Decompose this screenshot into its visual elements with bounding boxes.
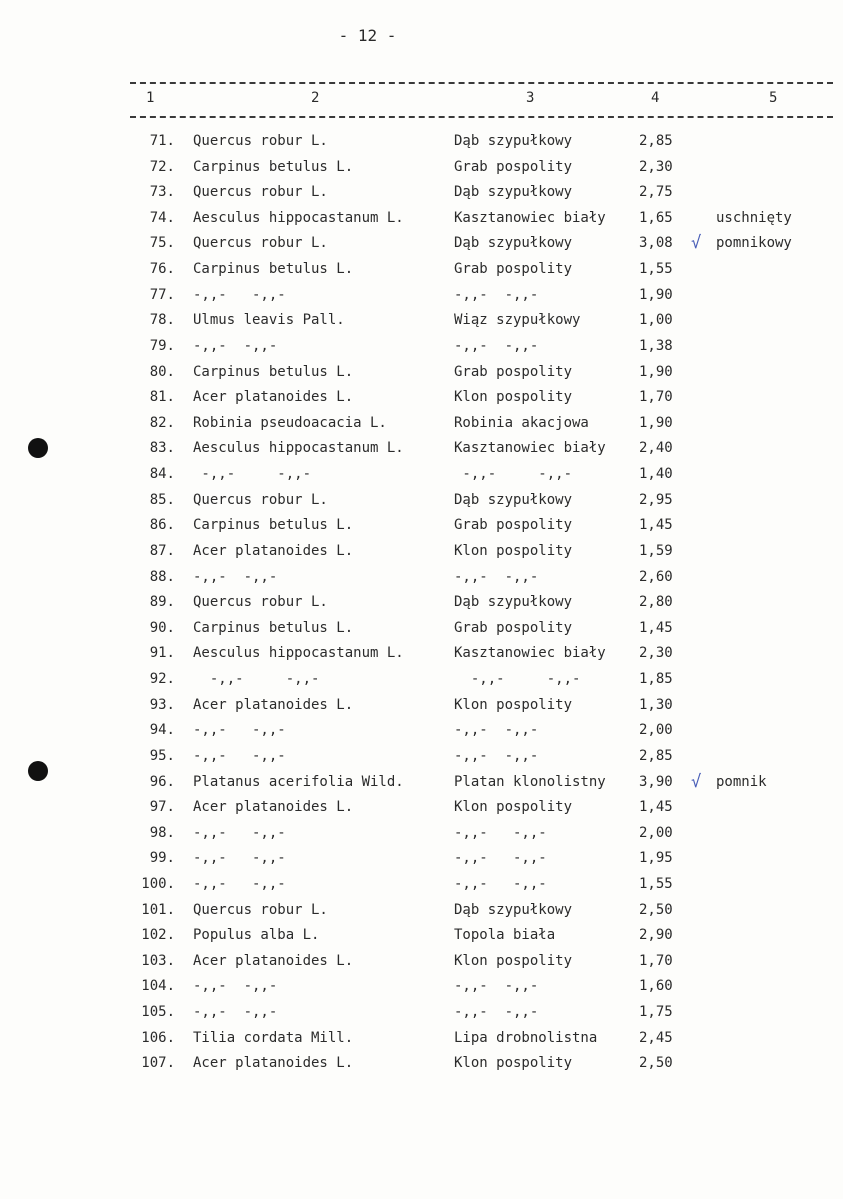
latin-name: -,,- -,,-: [193, 338, 278, 354]
header-top-rule: [130, 82, 833, 84]
measurement-value: 1,70: [639, 953, 673, 969]
table-row: [0, 389, 843, 413]
polish-name: Lipa drobnolistna: [454, 1030, 598, 1046]
row-number: 99.: [149, 850, 175, 866]
measurement-value: 2,80: [639, 594, 673, 610]
polish-name: Kasztanowiec biały: [454, 440, 606, 456]
row-number: 76.: [149, 261, 175, 277]
checkmark-icon: √: [691, 233, 702, 253]
punch-hole: [28, 761, 48, 781]
row-number: 80.: [149, 364, 175, 380]
polish-name: Klon pospolity: [454, 799, 573, 815]
table-row: [0, 440, 843, 464]
measurement-value: 2,00: [639, 722, 673, 738]
row-number: 105.: [141, 1004, 175, 1020]
table-row: [0, 927, 843, 951]
column-header-2: 2: [311, 90, 320, 106]
polish-name: Platan klonolistny: [454, 774, 606, 790]
row-number: 91.: [149, 645, 175, 661]
column-header-1: 1: [146, 90, 155, 106]
measurement-value: 1,00: [639, 312, 673, 328]
latin-name: Acer platanoides L.: [193, 697, 354, 713]
polish-name: Klon pospolity: [454, 543, 573, 559]
latin-name: Quercus robur L.: [193, 184, 328, 200]
table-row: [0, 799, 843, 823]
table-row: [0, 671, 843, 695]
row-number: 103.: [141, 953, 175, 969]
table-row: [0, 287, 843, 311]
table-row: [0, 978, 843, 1002]
measurement-value: 1,55: [639, 876, 673, 892]
latin-name: Populus alba L.: [193, 927, 320, 943]
latin-name: Ulmus leavis Pall.: [193, 312, 345, 328]
page-number: - 12 -: [338, 26, 397, 45]
polish-name: Kasztanowiec biały: [454, 645, 606, 661]
polish-name: Klon pospolity: [454, 1055, 573, 1071]
row-number: 85.: [149, 492, 175, 508]
polish-name: -,,- -,,-: [454, 287, 539, 303]
measurement-value: 1,45: [639, 517, 673, 533]
punch-hole: [28, 438, 48, 458]
polish-name: Klon pospolity: [454, 389, 573, 405]
row-number: 93.: [149, 697, 175, 713]
polish-name: Dąb szypułkowy: [454, 902, 573, 918]
row-number: 102.: [141, 927, 175, 943]
table-row: [0, 517, 843, 541]
row-number: 101.: [141, 902, 175, 918]
latin-name: -,,- -,,-: [193, 1004, 278, 1020]
latin-name: Quercus robur L.: [193, 594, 328, 610]
polish-name: -,,- -,,-: [454, 1004, 539, 1020]
table-row: [0, 1004, 843, 1028]
table-row: [0, 364, 843, 388]
measurement-value: 1,38: [639, 338, 673, 354]
row-number: 73.: [149, 184, 175, 200]
remarks: pomnik: [716, 774, 767, 790]
polish-name: -,,- -,,-: [454, 876, 547, 892]
table-row: [0, 133, 843, 157]
row-number: 95.: [149, 748, 175, 764]
polish-name: -,,- -,,-: [454, 466, 573, 482]
remarks: uschnięty: [716, 210, 792, 226]
table-row: [0, 210, 843, 234]
polish-name: Topola biała: [454, 927, 556, 943]
latin-name: Acer platanoides L.: [193, 799, 354, 815]
row-number: 104.: [141, 978, 175, 994]
row-number: 74.: [149, 210, 175, 226]
measurement-value: 2,45: [639, 1030, 673, 1046]
latin-name: Quercus robur L.: [193, 492, 328, 508]
table-row: [0, 1055, 843, 1079]
remarks: pomnikowy: [716, 235, 792, 251]
row-number: 71.: [149, 133, 175, 149]
polish-name: Klon pospolity: [454, 953, 573, 969]
row-number: 77.: [149, 287, 175, 303]
row-number: 98.: [149, 825, 175, 841]
polish-name: -,,- -,,-: [454, 748, 539, 764]
measurement-value: 2,50: [639, 1055, 673, 1071]
table-row: [0, 825, 843, 849]
latin-name: -,,- -,,-: [193, 466, 312, 482]
measurement-value: 2,90: [639, 927, 673, 943]
latin-name: Carpinus betulus L.: [193, 159, 354, 175]
latin-name: Tilia cordata Mill.: [193, 1030, 354, 1046]
table-row: [0, 645, 843, 669]
polish-name: Dąb szypułkowy: [454, 184, 573, 200]
row-number: 90.: [149, 620, 175, 636]
table-row: [0, 594, 843, 618]
measurement-value: 1,65: [639, 210, 673, 226]
measurement-value: 2,00: [639, 825, 673, 841]
table-row: [0, 774, 843, 798]
measurement-value: 1,90: [639, 287, 673, 303]
measurement-value: 3,08: [639, 235, 673, 251]
latin-name: -,,- -,,-: [193, 850, 286, 866]
latin-name: Platanus acerifolia Wild.: [193, 774, 404, 790]
measurement-value: 2,30: [639, 159, 673, 175]
latin-name: -,,- -,,-: [193, 722, 286, 738]
table-row: [0, 748, 843, 772]
row-number: 94.: [149, 722, 175, 738]
polish-name: Grab pospolity: [454, 620, 573, 636]
row-number: 107.: [141, 1055, 175, 1071]
row-number: 96.: [149, 774, 175, 790]
polish-name: Grab pospolity: [454, 517, 573, 533]
row-number: 75.: [149, 235, 175, 251]
row-number: 81.: [149, 389, 175, 405]
checkmark-icon: √: [691, 772, 702, 792]
polish-name: Grab pospolity: [454, 159, 573, 175]
polish-name: Dąb szypułkowy: [454, 235, 573, 251]
column-header-4: 4: [651, 90, 660, 106]
measurement-value: 1,59: [639, 543, 673, 559]
polish-name: -,,- -,,-: [454, 978, 539, 994]
polish-name: Robinia akacjowa: [454, 415, 589, 431]
latin-name: Aesculus hippocastanum L.: [193, 645, 404, 661]
row-number: 87.: [149, 543, 175, 559]
table-row: [0, 1030, 843, 1054]
measurement-value: 1,85: [639, 671, 673, 687]
table-row: [0, 697, 843, 721]
latin-name: Aesculus hippocastanum L.: [193, 210, 404, 226]
latin-name: Carpinus betulus L.: [193, 620, 354, 636]
measurement-value: 2,40: [639, 440, 673, 456]
polish-name: Dąb szypułkowy: [454, 492, 573, 508]
row-number: 86.: [149, 517, 175, 533]
row-number: 88.: [149, 569, 175, 585]
latin-name: Acer platanoides L.: [193, 389, 354, 405]
measurement-value: 3,90: [639, 774, 673, 790]
table-row: [0, 159, 843, 183]
table-row: [0, 184, 843, 208]
measurement-value: 1,30: [639, 697, 673, 713]
polish-name: -,,- -,,-: [454, 338, 539, 354]
measurement-value: 2,85: [639, 748, 673, 764]
latin-name: -,,- -,,-: [193, 569, 278, 585]
polish-name: Grab pospolity: [454, 364, 573, 380]
latin-name: Acer platanoides L.: [193, 953, 354, 969]
measurement-value: 1,45: [639, 620, 673, 636]
table-row: [0, 953, 843, 977]
column-header-3: 3: [526, 90, 535, 106]
latin-name: -,,- -,,-: [193, 671, 320, 687]
table-row: [0, 492, 843, 516]
latin-name: Aesculus hippocastanum L.: [193, 440, 404, 456]
row-number: 79.: [149, 338, 175, 354]
row-number: 89.: [149, 594, 175, 610]
measurement-value: 1,75: [639, 1004, 673, 1020]
measurement-value: 2,50: [639, 902, 673, 918]
measurement-value: 1,45: [639, 799, 673, 815]
polish-name: -,,- -,,-: [454, 825, 547, 841]
measurement-value: 1,95: [639, 850, 673, 866]
latin-name: Acer platanoides L.: [193, 543, 354, 559]
measurement-value: 1,55: [639, 261, 673, 277]
table-row: [0, 543, 843, 567]
table-row: [0, 850, 843, 874]
table-row: [0, 261, 843, 285]
row-number: 72.: [149, 159, 175, 175]
latin-name: -,,- -,,-: [193, 287, 286, 303]
measurement-value: 1,40: [639, 466, 673, 482]
table-row: [0, 722, 843, 746]
latin-name: -,,- -,,-: [193, 825, 286, 841]
measurement-value: 2,95: [639, 492, 673, 508]
table-row: [0, 312, 843, 336]
latin-name: Carpinus betulus L.: [193, 261, 354, 277]
row-number: 97.: [149, 799, 175, 815]
table-row: [0, 876, 843, 900]
latin-name: Carpinus betulus L.: [193, 517, 354, 533]
measurement-value: 2,75: [639, 184, 673, 200]
polish-name: Grab pospolity: [454, 261, 573, 277]
measurement-value: 1,60: [639, 978, 673, 994]
measurement-value: 2,60: [639, 569, 673, 585]
row-number: 82.: [149, 415, 175, 431]
measurement-value: 1,90: [639, 364, 673, 380]
measurement-value: 2,85: [639, 133, 673, 149]
polish-name: -,,- -,,-: [454, 569, 539, 585]
polish-name: Wiąz szypułkowy: [454, 312, 581, 328]
latin-name: Carpinus betulus L.: [193, 364, 354, 380]
row-number: 92.: [149, 671, 175, 687]
polish-name: Dąb szypułkowy: [454, 594, 573, 610]
table-row: [0, 415, 843, 439]
polish-name: Kasztanowiec biały: [454, 210, 606, 226]
measurement-value: 1,70: [639, 389, 673, 405]
table-row: [0, 569, 843, 593]
table-row: [0, 338, 843, 362]
row-number: 106.: [141, 1030, 175, 1046]
row-number: 84.: [149, 466, 175, 482]
table-row: [0, 620, 843, 644]
polish-name: -,,- -,,-: [454, 850, 547, 866]
table-row: [0, 902, 843, 926]
latin-name: -,,- -,,-: [193, 876, 286, 892]
latin-name: Quercus robur L.: [193, 235, 328, 251]
polish-name: -,,- -,,-: [454, 722, 539, 738]
polish-name: -,,- -,,-: [454, 671, 581, 687]
measurement-value: 1,90: [639, 415, 673, 431]
column-header-5: 5: [769, 90, 778, 106]
table-row: [0, 235, 843, 259]
latin-name: Acer platanoides L.: [193, 1055, 354, 1071]
measurement-value: 2,30: [639, 645, 673, 661]
latin-name: Quercus robur L.: [193, 133, 328, 149]
row-number: 78.: [149, 312, 175, 328]
row-number: 83.: [149, 440, 175, 456]
latin-name: Quercus robur L.: [193, 902, 328, 918]
latin-name: -,,- -,,-: [193, 748, 286, 764]
polish-name: Klon pospolity: [454, 697, 573, 713]
row-number: 100.: [141, 876, 175, 892]
latin-name: Robinia pseudoacacia L.: [193, 415, 387, 431]
polish-name: Dąb szypułkowy: [454, 133, 573, 149]
latin-name: -,,- -,,-: [193, 978, 278, 994]
header-bottom-rule: [130, 116, 833, 118]
table-row: [0, 466, 843, 490]
